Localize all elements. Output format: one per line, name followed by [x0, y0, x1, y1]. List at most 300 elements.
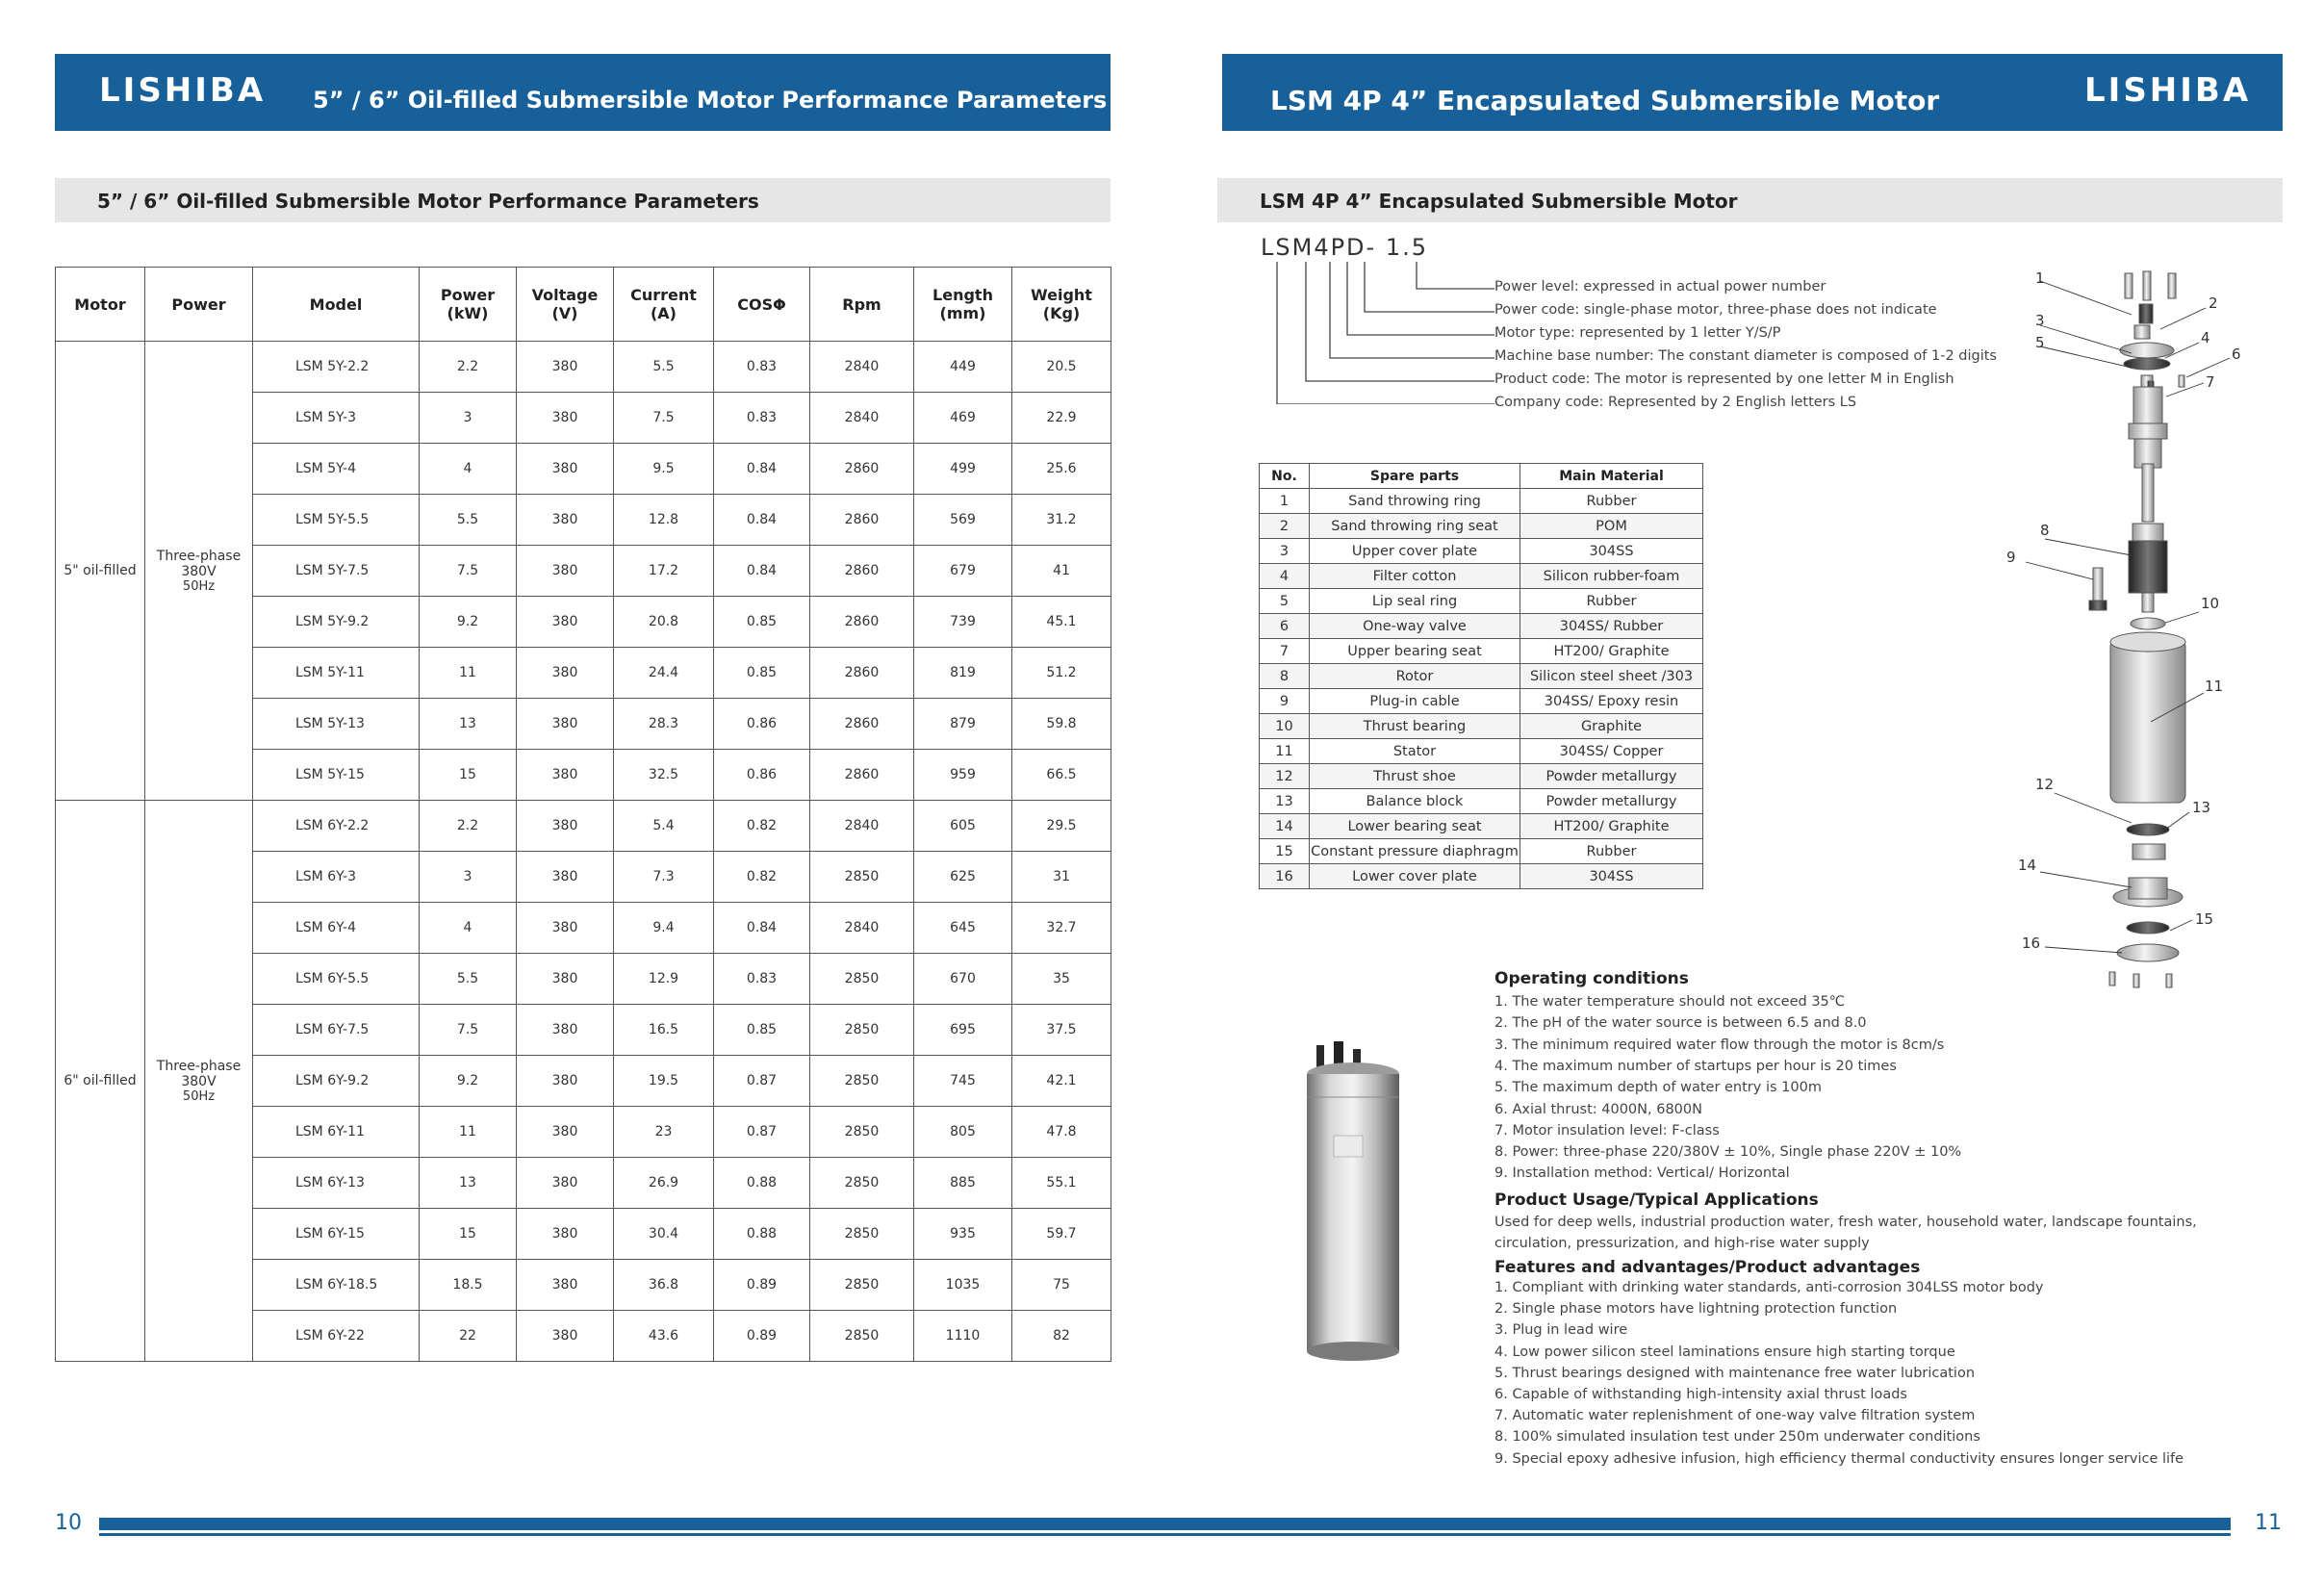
table-cell: 3	[420, 852, 517, 903]
table-cell: 935	[914, 1209, 1012, 1260]
table-cell: 66.5	[1012, 750, 1111, 801]
motor-group-cell: 5" oil-filled	[56, 342, 145, 801]
model-cell: LSM 5Y-5.5	[253, 495, 420, 546]
footer-bar	[99, 1518, 2231, 1530]
table-cell: 43.6	[614, 1311, 714, 1362]
table-cell: 2860	[810, 495, 914, 546]
table-cell: 819	[914, 648, 1012, 699]
list-item: 4. The maximum number of startups per hour is 20 times	[1494, 1058, 1897, 1074]
model-cell: LSM 5Y-7.5	[253, 546, 420, 597]
table-cell: 645	[914, 903, 1012, 954]
table-cell: Sand throwing ring	[1310, 489, 1520, 514]
table-cell: 51.2	[1012, 648, 1111, 699]
table-cell: 11	[420, 1107, 517, 1158]
table-cell: 739	[914, 597, 1012, 648]
list-item: 3. Plug in lead wire	[1494, 1322, 1628, 1339]
table-cell: 12	[1260, 764, 1310, 789]
list-item: 4. Low power silicon steel laminations ensure high starting torque	[1494, 1344, 1955, 1360]
list-item: 6. Axial thrust: 4000N, 6800N	[1494, 1101, 1702, 1117]
table-cell: 2850	[810, 1260, 914, 1311]
power-group-cell	[145, 342, 253, 801]
legend-line: Product code: The motor is represented by one letter M in English	[1494, 371, 1954, 387]
table-cell: 0.82	[714, 801, 810, 852]
table-cell: 4	[420, 903, 517, 954]
table-cell: 55.1	[1012, 1158, 1111, 1209]
table-cell: 449	[914, 342, 1012, 393]
table-cell: 2840	[810, 393, 914, 444]
table-cell: 2850	[810, 1107, 914, 1158]
table-cell: 2850	[810, 852, 914, 903]
model-cell: LSM 5Y-11	[253, 648, 420, 699]
table-cell: 0.82	[714, 852, 810, 903]
table-cell: 2860	[810, 750, 914, 801]
table-cell: Thrust shoe	[1310, 764, 1520, 789]
table-cell: 47.8	[1012, 1107, 1111, 1158]
callout-13: 13	[2192, 799, 2211, 816]
table-cell: Powder metallurgy	[1520, 764, 1703, 789]
table-cell: 1110	[914, 1311, 1012, 1362]
left-subheading: 5” / 6” Oil-filled Submersible Motor Performance Parameters	[97, 190, 759, 213]
left-logo: LISHIBA	[99, 71, 267, 110]
table-cell: 26.9	[614, 1158, 714, 1209]
table-cell: 32.7	[1012, 903, 1111, 954]
table-cell: Upper bearing seat	[1310, 639, 1520, 664]
table-cell: 17.2	[614, 546, 714, 597]
table-row	[1260, 489, 1703, 514]
table-row	[1260, 664, 1703, 689]
model-cell: LSM 6Y-4	[253, 903, 420, 954]
model-cell: LSM 5Y-2.2	[253, 342, 420, 393]
table-cell: 380	[517, 1005, 614, 1056]
model-cell: LSM 5Y-15	[253, 750, 420, 801]
table-cell: Stator	[1310, 739, 1520, 764]
table-cell: One-way valve	[1310, 614, 1520, 639]
table-cell: 2850	[810, 1209, 914, 1260]
table-cell: 304SS	[1520, 539, 1703, 564]
left-banner-title: 5” / 6” Oil-filled Submersible Motor Performance Parameters	[313, 87, 1108, 114]
motor-product-image	[1295, 1039, 1411, 1362]
model-cell: LSM 5Y-13	[253, 699, 420, 750]
perf-header-cell: Current (A)	[614, 268, 714, 342]
table-cell: 380	[517, 546, 614, 597]
table-cell: 380	[517, 852, 614, 903]
table-cell: 13	[420, 1158, 517, 1209]
table-cell: 4	[420, 444, 517, 495]
table-cell: 2850	[810, 1056, 914, 1107]
table-cell: Thrust bearing	[1310, 714, 1520, 739]
table-cell: 380	[517, 801, 614, 852]
table-row	[1260, 714, 1703, 739]
callout-6: 6	[2232, 346, 2241, 363]
table-cell: 2850	[810, 954, 914, 1005]
table-cell: Powder metallurgy	[1520, 789, 1703, 814]
table-cell: 380	[517, 954, 614, 1005]
power-line: 50Hz	[182, 578, 216, 594]
right-subheading: LSM 4P 4” Encapsulated Submersible Motor	[1260, 190, 1738, 213]
model-cell: LSM 6Y-2.2	[253, 801, 420, 852]
table-cell: Graphite	[1520, 714, 1703, 739]
table-cell: 695	[914, 1005, 1012, 1056]
model-cell: LSM 6Y-9.2	[253, 1056, 420, 1107]
callout-11: 11	[2205, 678, 2224, 695]
model-code-leader-lines	[1251, 260, 1501, 404]
table-cell: Rubber	[1520, 589, 1703, 614]
table-cell: 670	[914, 954, 1012, 1005]
table-cell: 959	[914, 750, 1012, 801]
power-line: 380V	[181, 563, 217, 579]
table-cell: Lower cover plate	[1310, 864, 1520, 889]
operating-conditions-title: Operating conditions	[1494, 969, 1689, 988]
features-title: Features and advantages/Product advantages	[1494, 1258, 1921, 1277]
callout-3: 3	[2035, 312, 2045, 329]
table-cell: 5.4	[614, 801, 714, 852]
callout-10: 10	[2201, 595, 2220, 612]
table-cell: 380	[517, 342, 614, 393]
table-cell: 380	[517, 1056, 614, 1107]
table-row	[1260, 789, 1703, 814]
table-cell: Silicon rubber-foam	[1520, 564, 1703, 589]
table-cell: 2.2	[420, 801, 517, 852]
table-cell: 7	[1260, 639, 1310, 664]
left-subheading-bar	[55, 178, 1111, 222]
table-cell: 380	[517, 699, 614, 750]
table-cell: 2850	[810, 1311, 914, 1362]
power-line: Three-phase	[156, 1058, 242, 1074]
table-cell: 2860	[810, 648, 914, 699]
table-cell: 469	[914, 393, 1012, 444]
table-row	[1260, 639, 1703, 664]
perf-header-cell: Power (kW)	[420, 268, 517, 342]
table-cell: 2860	[810, 597, 914, 648]
list-item: 8. Power: three-phase 220/380V ± 10%, Single phase 220V ± 10%	[1494, 1144, 1962, 1161]
legend-line: Machine base number: The constant diameter is composed of 1-2 digits	[1494, 348, 1997, 364]
table-cell: 5	[1260, 589, 1310, 614]
callout-2: 2	[2209, 294, 2218, 312]
table-cell: 5.5	[420, 495, 517, 546]
table-cell: 304SS/ Epoxy resin	[1520, 689, 1703, 714]
callout-7: 7	[2206, 373, 2215, 391]
model-cell: LSM 6Y-3	[253, 852, 420, 903]
list-item: 5. The maximum depth of water entry is 100m	[1494, 1080, 1822, 1096]
list-item: 7. Motor insulation level: F-class	[1494, 1122, 1720, 1139]
exploded-motor-diagram	[1997, 262, 2266, 1032]
right-banner-title: LSM 4P 4” Encapsulated Submersible Motor	[1270, 85, 1940, 116]
model-cell: LSM 6Y-18.5	[253, 1260, 420, 1311]
model-cell: LSM 5Y-3	[253, 393, 420, 444]
list-item: 9. Installation method: Vertical/ Horizontal	[1494, 1165, 1790, 1182]
table-cell: 2.2	[420, 342, 517, 393]
model-cell: LSM 5Y-4	[253, 444, 420, 495]
table-row	[1260, 614, 1703, 639]
legend-line: Company code: Represented by 2 English letters LS	[1494, 395, 1857, 410]
model-cell: LSM 6Y-22	[253, 1311, 420, 1362]
table-cell: 31.2	[1012, 495, 1111, 546]
table-cell: 5.5	[614, 342, 714, 393]
performance-table	[55, 267, 1111, 1362]
perf-header-cell: Rpm	[810, 268, 914, 342]
table-cell: 45.1	[1012, 597, 1111, 648]
table-cell: 12.9	[614, 954, 714, 1005]
usage-line: circulation, pressurization, and high-rise water supply	[1494, 1236, 1870, 1251]
model-cell: LSM 6Y-11	[253, 1107, 420, 1158]
table-cell: HT200/ Graphite	[1520, 639, 1703, 664]
callout-1: 1	[2035, 269, 2045, 287]
table-row	[1260, 689, 1703, 714]
table-cell: Lip seal ring	[1310, 589, 1520, 614]
table-cell: 380	[517, 597, 614, 648]
table-cell: Constant pressure diaphragm	[1310, 839, 1520, 864]
table-cell: 380	[517, 903, 614, 954]
table-cell: 20.8	[614, 597, 714, 648]
table-cell: 16.5	[614, 1005, 714, 1056]
table-cell: 2860	[810, 546, 914, 597]
table-cell: 0.89	[714, 1260, 810, 1311]
motor-group-cell: 6" oil-filled	[56, 801, 145, 1362]
table-cell: 4	[1260, 564, 1310, 589]
table-cell: 0.84	[714, 903, 810, 954]
perf-header-cell: Weight (Kg)	[1012, 268, 1111, 342]
model-code: LSM4PD- 1.5	[1261, 234, 1428, 261]
model-cell: LSM 6Y-15	[253, 1209, 420, 1260]
table-cell: 569	[914, 495, 1012, 546]
table-cell: 2850	[810, 1005, 914, 1056]
usage-title: Product Usage/Typical Applications	[1494, 1190, 1819, 1210]
table-cell: 11	[420, 648, 517, 699]
table-cell: 885	[914, 1158, 1012, 1209]
table-cell: 2850	[810, 1158, 914, 1209]
table-cell: 605	[914, 801, 1012, 852]
perf-header-cell: Power	[145, 268, 253, 342]
table-cell: 380	[517, 1311, 614, 1362]
table-cell: 0.83	[714, 393, 810, 444]
table-cell: 35	[1012, 954, 1111, 1005]
table-cell: 9.2	[420, 597, 517, 648]
table-row	[1260, 514, 1703, 539]
table-cell: 32.5	[614, 750, 714, 801]
table-cell: 304SS/ Copper	[1520, 739, 1703, 764]
table-row	[1260, 814, 1703, 839]
perf-header-cell: Model	[253, 268, 420, 342]
perf-header-cell: Voltage (V)	[517, 268, 614, 342]
callout-12: 12	[2035, 776, 2055, 793]
list-item: 1. The water temperature should not exceed 35℃	[1494, 994, 1846, 1010]
table-cell: 0.85	[714, 648, 810, 699]
table-row	[56, 801, 1111, 852]
table-cell: 304SS	[1520, 864, 1703, 889]
table-cell: 25.6	[1012, 444, 1111, 495]
table-cell: 9.4	[614, 903, 714, 954]
table-cell: 0.87	[714, 1107, 810, 1158]
callout-9: 9	[2006, 549, 2016, 566]
spare-parts-table	[1259, 463, 1703, 889]
list-item: 7. Automatic water replenishment of one-way valve filtration system	[1494, 1408, 1976, 1424]
table-cell: 13	[420, 699, 517, 750]
table-cell: Filter cotton	[1310, 564, 1520, 589]
table-cell: Upper cover plate	[1310, 539, 1520, 564]
right-page-number: 11	[2255, 1511, 2282, 1535]
list-item: 5. Thrust bearings designed with maintenance free water lubrication	[1494, 1365, 1976, 1381]
table-cell: 380	[517, 648, 614, 699]
table-cell: 0.86	[714, 699, 810, 750]
table-row	[1260, 864, 1703, 889]
right-subheading-bar	[1217, 178, 2283, 222]
legend-line: Power level: expressed in actual power number	[1494, 279, 1826, 294]
diagram-parts	[2089, 271, 2185, 987]
power-line: 380V	[181, 1073, 217, 1089]
table-cell: 7.5	[420, 546, 517, 597]
model-cell: LSM 5Y-9.2	[253, 597, 420, 648]
list-item: 2. The pH of the water source is between 6.5 and 8.0	[1494, 1015, 1867, 1032]
table-cell: 12.8	[614, 495, 714, 546]
table-cell: 0.87	[714, 1056, 810, 1107]
table-cell: 31	[1012, 852, 1111, 903]
table-cell: 0.88	[714, 1158, 810, 1209]
left-page-number: 10	[55, 1511, 82, 1535]
table-cell: 380	[517, 750, 614, 801]
table-cell: 380	[517, 1260, 614, 1311]
table-cell: 0.84	[714, 546, 810, 597]
table-cell: 6	[1260, 614, 1310, 639]
right-logo: LISHIBA	[2084, 71, 2252, 110]
table-cell: 679	[914, 546, 1012, 597]
footer-bar-thin	[99, 1533, 2231, 1536]
table-cell: 0.83	[714, 954, 810, 1005]
callout-5: 5	[2035, 334, 2045, 351]
table-cell: 7.5	[420, 1005, 517, 1056]
table-cell: 2	[1260, 514, 1310, 539]
usage-line: Used for deep wells, industrial production water, fresh water, household water, landscape fountains,	[1494, 1215, 2197, 1230]
table-cell: 2840	[810, 801, 914, 852]
table-row	[1260, 589, 1703, 614]
table-cell: 380	[517, 1158, 614, 1209]
table-cell: Rotor	[1310, 664, 1520, 689]
legend-line: Motor type: represented by 1 letter Y/S/P	[1494, 325, 1781, 341]
table-cell: 0.88	[714, 1209, 810, 1260]
table-cell: 15	[420, 750, 517, 801]
table-cell: HT200/ Graphite	[1520, 814, 1703, 839]
table-cell: 59.8	[1012, 699, 1111, 750]
callout-15: 15	[2195, 910, 2214, 928]
power-line: 50Hz	[182, 1088, 216, 1104]
table-cell: 8	[1260, 664, 1310, 689]
model-cell: LSM 6Y-5.5	[253, 954, 420, 1005]
table-cell: 0.83	[714, 342, 810, 393]
table-cell: 3	[420, 393, 517, 444]
table-cell: 23	[614, 1107, 714, 1158]
table-row	[56, 342, 1111, 393]
table-cell: 2840	[810, 903, 914, 954]
list-item: 2. Single phase motors have lightning protection function	[1494, 1301, 1898, 1318]
perf-header-cell: COSΦ	[714, 268, 810, 342]
table-cell: 13	[1260, 789, 1310, 814]
callout-16: 16	[2022, 934, 2041, 952]
table-cell: 24.4	[614, 648, 714, 699]
model-cell: LSM 6Y-7.5	[253, 1005, 420, 1056]
table-cell: 625	[914, 852, 1012, 903]
table-cell: 380	[517, 444, 614, 495]
callout-14: 14	[2018, 857, 2037, 874]
table-cell: 82	[1012, 1311, 1111, 1362]
table-cell: 304SS/ Rubber	[1520, 614, 1703, 639]
table-cell: 0.85	[714, 1005, 810, 1056]
table-row	[1260, 539, 1703, 564]
table-cell: 42.1	[1012, 1056, 1111, 1107]
left-header-banner	[55, 54, 1111, 131]
performance-table-header	[56, 268, 1111, 342]
power-group-cell	[145, 801, 253, 1362]
table-cell: 1	[1260, 489, 1310, 514]
table-cell: 499	[914, 444, 1012, 495]
table-cell: 7.3	[614, 852, 714, 903]
table-cell: 0.89	[714, 1311, 810, 1362]
table-cell: 11	[1260, 739, 1310, 764]
list-item: 8. 100% simulated insulation test under 250m underwater conditions	[1494, 1429, 1980, 1446]
table-cell: Rubber	[1520, 839, 1703, 864]
table-cell: 805	[914, 1107, 1012, 1158]
table-cell: 22	[420, 1311, 517, 1362]
power-line: Three-phase	[156, 548, 242, 564]
table-cell: 2840	[810, 342, 914, 393]
table-cell: 0.84	[714, 495, 810, 546]
table-cell: 879	[914, 699, 1012, 750]
perf-header-cell: Length (mm)	[914, 268, 1012, 342]
table-row	[1260, 839, 1703, 864]
table-cell: 380	[517, 1107, 614, 1158]
table-row	[1260, 739, 1703, 764]
list-item: 3. The minimum required water flow through the motor is 8cm/s	[1494, 1037, 1945, 1053]
table-cell: 30.4	[614, 1209, 714, 1260]
list-item: 6. Capable of withstanding high-intensity axial thrust loads	[1494, 1387, 1907, 1402]
table-cell: 37.5	[1012, 1005, 1111, 1056]
table-cell: Balance block	[1310, 789, 1520, 814]
table-cell: 9.5	[614, 444, 714, 495]
table-cell: Sand throwing ring seat	[1310, 514, 1520, 539]
perf-header-cell: Motor	[56, 268, 145, 342]
table-cell: 0.84	[714, 444, 810, 495]
table-cell: 59.7	[1012, 1209, 1111, 1260]
table-cell: 380	[517, 495, 614, 546]
table-cell: Silicon steel sheet /303	[1520, 664, 1703, 689]
callout-8: 8	[2040, 522, 2050, 539]
table-cell: 15	[420, 1209, 517, 1260]
table-cell: 0.85	[714, 597, 810, 648]
table-cell: POM	[1520, 514, 1703, 539]
table-cell: 10	[1260, 714, 1310, 739]
table-cell: 9	[1260, 689, 1310, 714]
table-cell: 15	[1260, 839, 1310, 864]
table-cell: 36.8	[614, 1260, 714, 1311]
table-cell: 18.5	[420, 1260, 517, 1311]
list-item: 9. Special epoxy adhesive infusion, high efficiency thermal conductivity ensures longer service life	[1494, 1450, 2184, 1467]
table-cell: 75	[1012, 1260, 1111, 1311]
table-cell: 22.9	[1012, 393, 1111, 444]
spare-parts-table-header	[1260, 464, 1703, 489]
diagram-leader-lines	[2026, 281, 2230, 953]
parts-header-cell: Main Material	[1520, 464, 1703, 489]
table-cell: 28.3	[614, 699, 714, 750]
table-cell: 14	[1260, 814, 1310, 839]
table-cell: 5.5	[420, 954, 517, 1005]
table-cell: 16	[1260, 864, 1310, 889]
parts-header-cell: Spare parts	[1310, 464, 1520, 489]
table-cell: 745	[914, 1056, 1012, 1107]
table-cell: Lower bearing seat	[1310, 814, 1520, 839]
model-cell: LSM 6Y-13	[253, 1158, 420, 1209]
legend-line: Power code: single-phase motor, three-phase does not indicate	[1494, 302, 1937, 318]
table-cell: Rubber	[1520, 489, 1703, 514]
table-row	[1260, 764, 1703, 789]
table-cell: 9.2	[420, 1056, 517, 1107]
